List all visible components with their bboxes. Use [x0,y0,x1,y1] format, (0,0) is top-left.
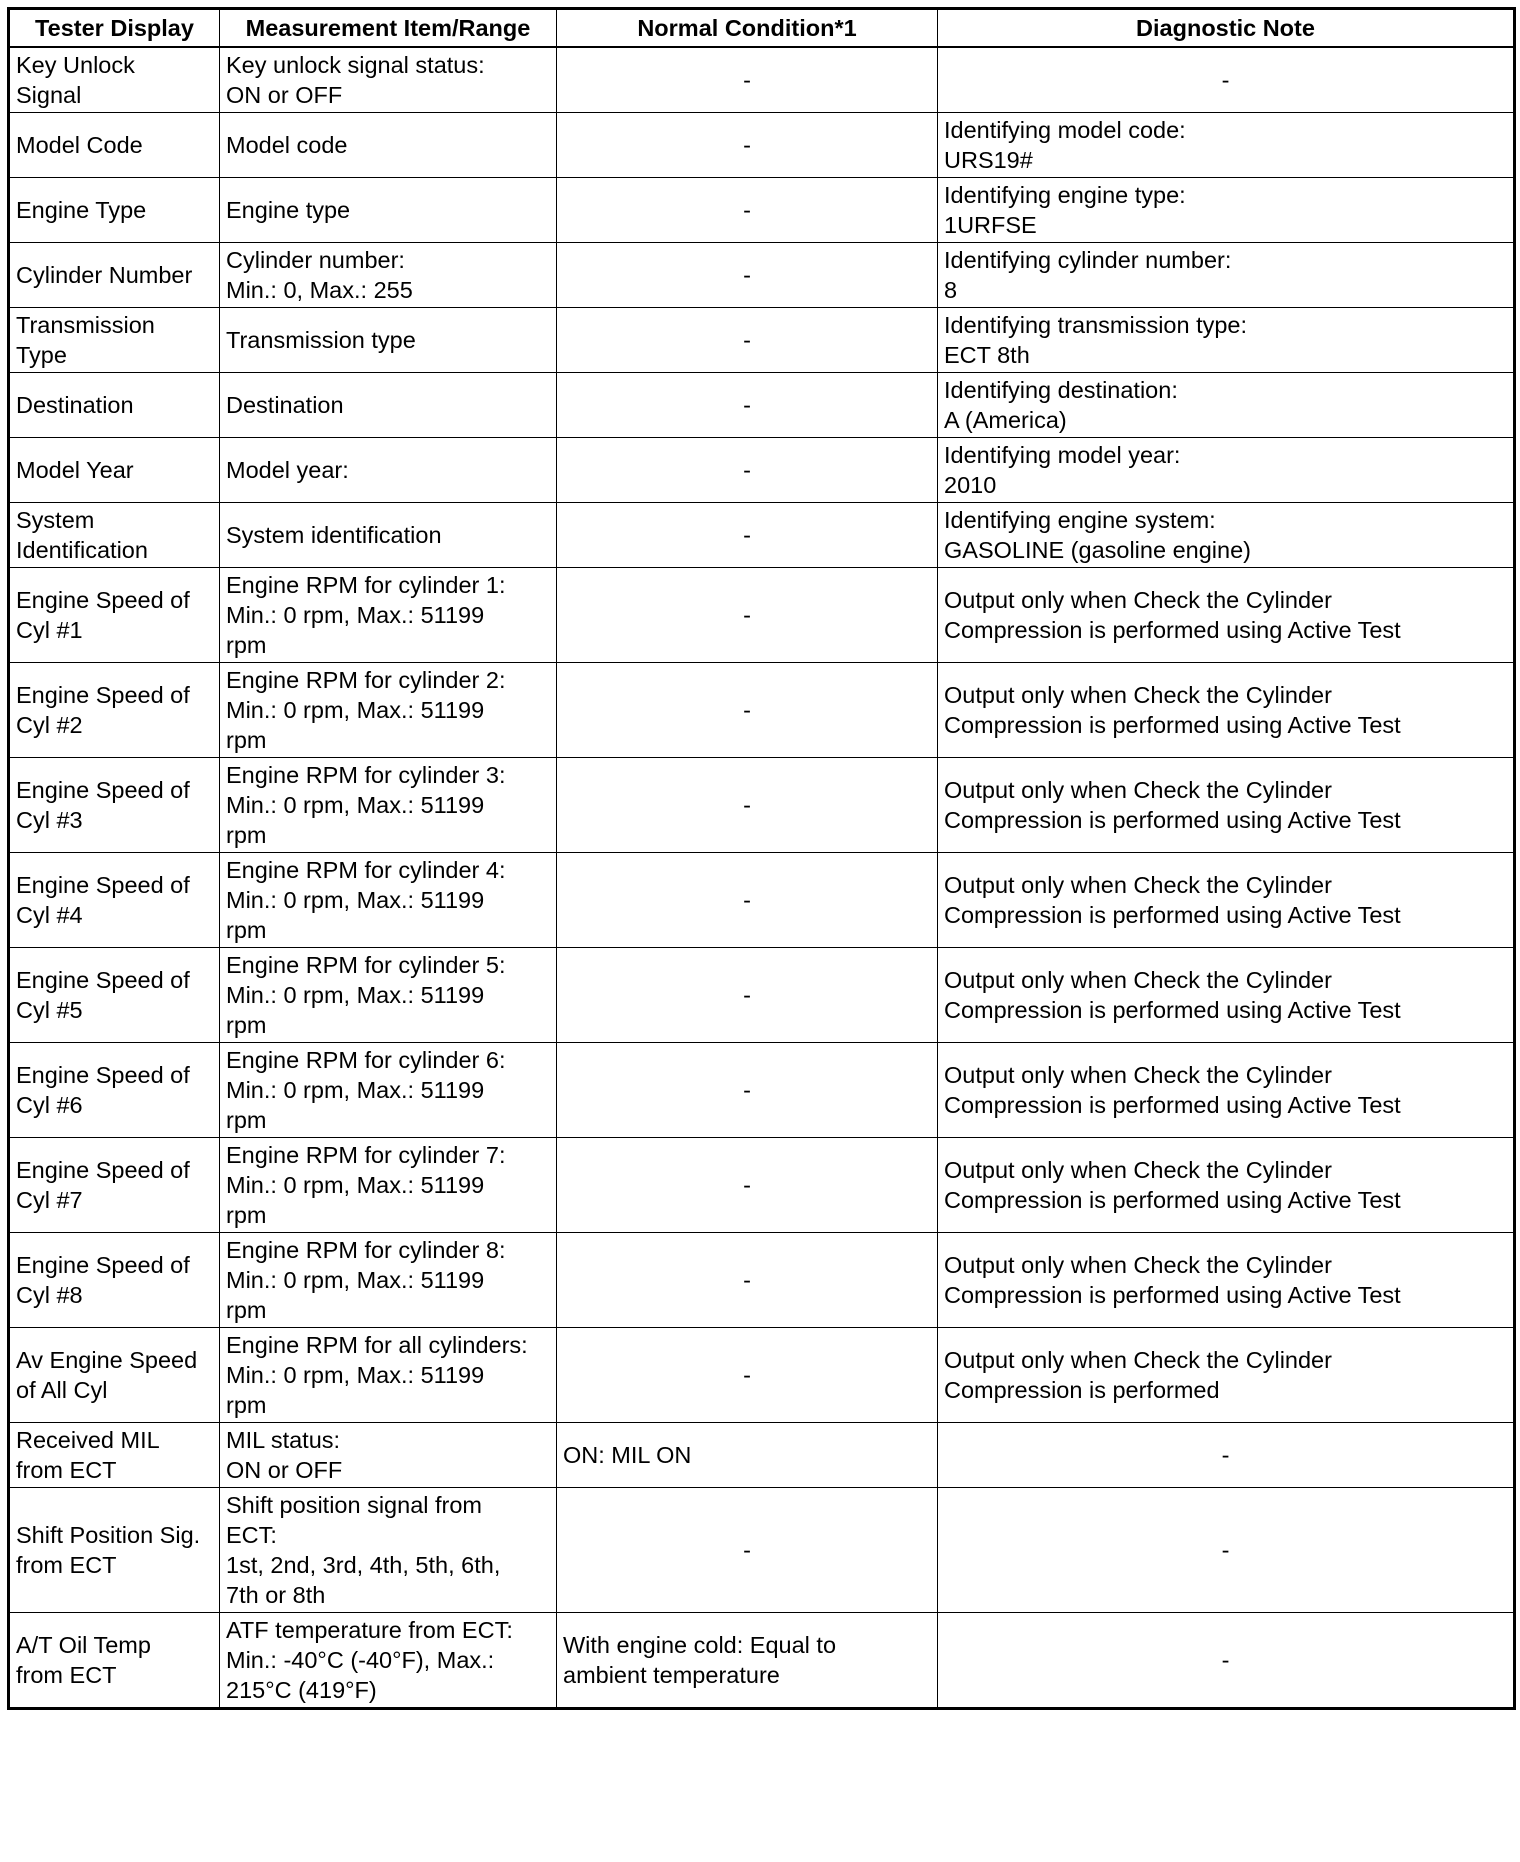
cell-measurement-item-text: Key unlock signal status: ON or OFF [226,52,485,108]
cell-diagnostic-note-text: - [1221,1537,1230,1563]
table-row [9,758,1515,853]
cell-measurement-item [220,47,557,113]
cell-normal-condition-text: - [743,262,751,288]
cell-diagnostic-note-text: Output only when Check the Cylinder Compression is performed using Active Test [944,1252,1401,1308]
cell-tester-display-text: Engine Speed of Cyl #7 [16,1157,190,1213]
header-normal-condition: Normal Condition*1 [557,9,938,48]
cell-measurement-item-text: Model year: [226,457,349,483]
cell-measurement-item [220,1613,557,1709]
cell-normal-condition-text: - [743,982,751,1008]
cell-diagnostic-note-text: Output only when Check the Cylinder Compression is performed using Active Test [944,872,1401,928]
table-row [9,47,1515,113]
cell-measurement-item-text: Engine RPM for cylinder 8: Min.: 0 rpm, Max.: 51199 rpm [226,1237,506,1323]
cell-measurement-item-text: Model code [226,132,348,158]
cell-normal-condition [557,1613,938,1709]
cell-measurement-item-text: Destination [226,392,344,418]
cell-tester-display-text: Transmission Type [16,312,155,368]
cell-normal-condition [557,663,938,758]
cell-tester-display-text: Model Code [16,132,143,158]
cell-measurement-item [220,178,557,243]
cell-normal-condition [557,1328,938,1423]
table-row [9,1233,1515,1328]
cell-diagnostic-note [938,1233,1515,1328]
cell-measurement-item [220,113,557,178]
cell-diagnostic-note-text: - [1221,67,1230,93]
cell-tester-display [9,568,220,663]
cell-diagnostic-note [938,503,1515,568]
cell-measurement-item [220,663,557,758]
cell-tester-display-text: Engine Speed of Cyl #6 [16,1062,190,1118]
cell-measurement-item-text: Engine RPM for cylinder 3: Min.: 0 rpm, Max.: 51199 rpm [226,762,506,848]
cell-tester-display-text: Engine Speed of Cyl #3 [16,777,190,833]
cell-diagnostic-note [938,47,1515,113]
table-row [9,1423,1515,1488]
cell-normal-condition-text: - [743,327,751,353]
cell-measurement-item-text: Engine RPM for all cylinders: Min.: 0 rpm, Max.: 51199 rpm [226,1332,528,1418]
cell-normal-condition [557,438,938,503]
table-row [9,853,1515,948]
cell-diagnostic-note-text: Output only when Check the Cylinder Compression is performed using Active Test [944,682,1401,738]
cell-normal-condition [557,853,938,948]
cell-normal-condition [557,308,938,373]
cell-measurement-item [220,568,557,663]
cell-normal-condition-text: ON: MIL ON [563,1442,692,1468]
header-measurement-item: Measurement Item/Range [220,9,557,48]
table-body [9,47,1515,1709]
cell-normal-condition-text: - [743,1077,751,1103]
cell-diagnostic-note [938,243,1515,308]
cell-tester-display [9,438,220,503]
cell-normal-condition [557,1488,938,1613]
cell-tester-display-text: Engine Speed of Cyl #8 [16,1252,190,1308]
cell-tester-display [9,243,220,308]
cell-measurement-item [220,1233,557,1328]
cell-normal-condition-text: - [743,602,751,628]
cell-tester-display [9,178,220,243]
cell-measurement-item [220,243,557,308]
table-row [9,1328,1515,1423]
cell-normal-condition-text: - [743,887,751,913]
table-row [9,113,1515,178]
cell-measurement-item [220,853,557,948]
cell-measurement-item [220,1423,557,1488]
table-row [9,308,1515,373]
table-row [9,178,1515,243]
cell-normal-condition-text: - [743,1267,751,1293]
cell-diagnostic-note [938,1328,1515,1423]
cell-tester-display-text: Engine Speed of Cyl #2 [16,682,190,738]
cell-normal-condition [557,758,938,853]
table-row [9,243,1515,308]
cell-normal-condition-text: - [743,1537,751,1563]
cell-normal-condition-text: With engine cold: Equal to ambient temperature [563,1632,837,1688]
table-row [9,1488,1515,1613]
table-row [9,438,1515,503]
cell-normal-condition-text: - [743,522,751,548]
cell-measurement-item-text: Engine RPM for cylinder 4: Min.: 0 rpm, Max.: 51199 rpm [226,857,506,943]
table-row [9,1043,1515,1138]
cell-tester-display-text: Key Unlock Signal [16,52,135,108]
cell-normal-condition [557,1233,938,1328]
cell-normal-condition [557,1043,938,1138]
table-row [9,503,1515,568]
cell-measurement-item [220,438,557,503]
cell-diagnostic-note [938,1613,1515,1709]
cell-tester-display-text: Shift Position Sig. from ECT [16,1522,201,1578]
table-row [9,1138,1515,1233]
cell-tester-display-text: Cylinder Number [16,262,193,288]
cell-tester-display-text: Av Engine Speed of All Cyl [16,1347,198,1403]
cell-normal-condition [557,113,938,178]
cell-normal-condition-text: - [743,792,751,818]
cell-normal-condition-text: - [743,1362,751,1388]
cell-normal-condition [557,243,938,308]
cell-diagnostic-note-text: Output only when Check the Cylinder Compression is performed using Active Test [944,1157,1401,1213]
table-header-row [9,9,1515,48]
cell-normal-condition-text: - [743,197,751,223]
cell-measurement-item-text: Transmission type [226,327,416,353]
cell-measurement-item [220,373,557,438]
cell-diagnostic-note [938,758,1515,853]
cell-measurement-item-text: Engine RPM for cylinder 6: Min.: 0 rpm, Max.: 51199 rpm [226,1047,506,1133]
table-row [9,1613,1515,1709]
header-diagnostic-note: Diagnostic Note [938,9,1515,48]
cell-diagnostic-note-text: Identifying model code: URS19# [944,117,1186,173]
cell-tester-display [9,503,220,568]
data-list-table [7,7,1516,1710]
cell-diagnostic-note-text: Identifying cylinder number: 8 [944,247,1232,303]
cell-measurement-item [220,948,557,1043]
cell-diagnostic-note-text: Identifying transmission type: ECT 8th [944,312,1248,368]
cell-diagnostic-note [938,853,1515,948]
cell-measurement-item-text: Engine RPM for cylinder 5: Min.: 0 rpm, Max.: 51199 rpm [226,952,506,1038]
cell-diagnostic-note [938,113,1515,178]
cell-measurement-item-text: ATF temperature from ECT: Min.: -40°C (-40°F), Max.: 215°C (419°F) [226,1617,513,1703]
cell-tester-display [9,663,220,758]
cell-tester-display [9,308,220,373]
cell-normal-condition [557,373,938,438]
document-page [7,7,1513,1710]
cell-diagnostic-note [938,1488,1515,1613]
cell-tester-display [9,758,220,853]
cell-diagnostic-note-text: Output only when Check the Cylinder Compression is performed using Active Test [944,1062,1401,1118]
cell-diagnostic-note-text: Output only when Check the Cylinder Compression is performed [944,1347,1332,1403]
cell-measurement-item-text: MIL status: ON or OFF [226,1427,343,1483]
cell-normal-condition [557,568,938,663]
cell-measurement-item-text: Engine RPM for cylinder 1: Min.: 0 rpm, Max.: 51199 rpm [226,572,506,658]
cell-diagnostic-note-text: Identifying engine system: GASOLINE (gasoline engine) [944,507,1251,563]
cell-measurement-item-text: Engine RPM for cylinder 7: Min.: 0 rpm, Max.: 51199 rpm [226,1142,506,1228]
cell-measurement-item [220,503,557,568]
cell-normal-condition-text: - [743,697,751,723]
table-row [9,568,1515,663]
header-tester-display: Tester Display [9,9,220,48]
cell-diagnostic-note [938,663,1515,758]
cell-tester-display-text: Engine Speed of Cyl #1 [16,587,190,643]
cell-measurement-item-text: Engine RPM for cylinder 2: Min.: 0 rpm, Max.: 51199 rpm [226,667,506,753]
cell-tester-display [9,1138,220,1233]
cell-normal-condition [557,948,938,1043]
cell-normal-condition-text: - [743,392,751,418]
cell-tester-display [9,1328,220,1423]
cell-tester-display [9,1423,220,1488]
cell-diagnostic-note [938,438,1515,503]
cell-diagnostic-note-text: Identifying destination: A (America) [944,377,1178,433]
cell-tester-display [9,113,220,178]
cell-tester-display-text: Engine Speed of Cyl #4 [16,872,190,928]
cell-tester-display-text: Model Year [16,457,134,483]
cell-tester-display-text: Engine Type [16,197,147,223]
cell-normal-condition [557,178,938,243]
cell-diagnostic-note [938,948,1515,1043]
cell-tester-display-text: System Identification [16,507,148,563]
cell-diagnostic-note-text: Output only when Check the Cylinder Compression is performed using Active Test [944,777,1401,833]
cell-diagnostic-note [938,1423,1515,1488]
cell-diagnostic-note-text: Identifying engine type: 1URFSE [944,182,1186,238]
cell-tester-display [9,373,220,438]
cell-tester-display [9,948,220,1043]
cell-measurement-item-text: Shift position signal from ECT: 1st, 2nd, 3rd, 4th, 5th, 6th, 7th or 8th [226,1492,501,1608]
cell-normal-condition [557,503,938,568]
cell-measurement-item-text: System identification [226,522,442,548]
cell-tester-display [9,1233,220,1328]
cell-normal-condition [557,1138,938,1233]
cell-diagnostic-note-text: - [1221,1442,1230,1468]
cell-tester-display [9,1613,220,1709]
cell-tester-display [9,47,220,113]
cell-diagnostic-note [938,373,1515,438]
cell-normal-condition-text: - [743,1172,751,1198]
cell-diagnostic-note [938,568,1515,663]
cell-normal-condition-text: - [743,67,751,93]
cell-measurement-item [220,1328,557,1423]
cell-diagnostic-note-text: Output only when Check the Cylinder Compression is performed using Active Test [944,967,1401,1023]
cell-tester-display [9,1043,220,1138]
cell-measurement-item [220,1043,557,1138]
cell-tester-display [9,853,220,948]
cell-diagnostic-note-text: Output only when Check the Cylinder Compression is performed using Active Test [944,587,1401,643]
cell-normal-condition-text: - [743,457,751,483]
cell-diagnostic-note [938,1043,1515,1138]
cell-normal-condition [557,1423,938,1488]
cell-measurement-item-text: Cylinder number: Min.: 0, Max.: 255 [226,247,413,303]
cell-measurement-item-text: Engine type [226,197,351,223]
cell-measurement-item [220,758,557,853]
cell-measurement-item [220,1138,557,1233]
cell-tester-display-text: Destination [16,392,134,418]
table-row [9,663,1515,758]
cell-measurement-item [220,1488,557,1613]
table-row [9,373,1515,438]
cell-tester-display-text: A/T Oil Temp from ECT [16,1632,151,1688]
cell-tester-display-text: Received MIL from ECT [16,1427,160,1483]
table-row [9,948,1515,1043]
cell-diagnostic-note [938,178,1515,243]
cell-diagnostic-note-text: Identifying model year: 2010 [944,442,1181,498]
cell-normal-condition-text: - [743,132,751,158]
cell-measurement-item [220,308,557,373]
cell-tester-display-text: Engine Speed of Cyl #5 [16,967,190,1023]
cell-tester-display [9,1488,220,1613]
cell-diagnostic-note [938,308,1515,373]
cell-diagnostic-note [938,1138,1515,1233]
cell-normal-condition [557,47,938,113]
cell-diagnostic-note-text: - [1221,1647,1230,1673]
